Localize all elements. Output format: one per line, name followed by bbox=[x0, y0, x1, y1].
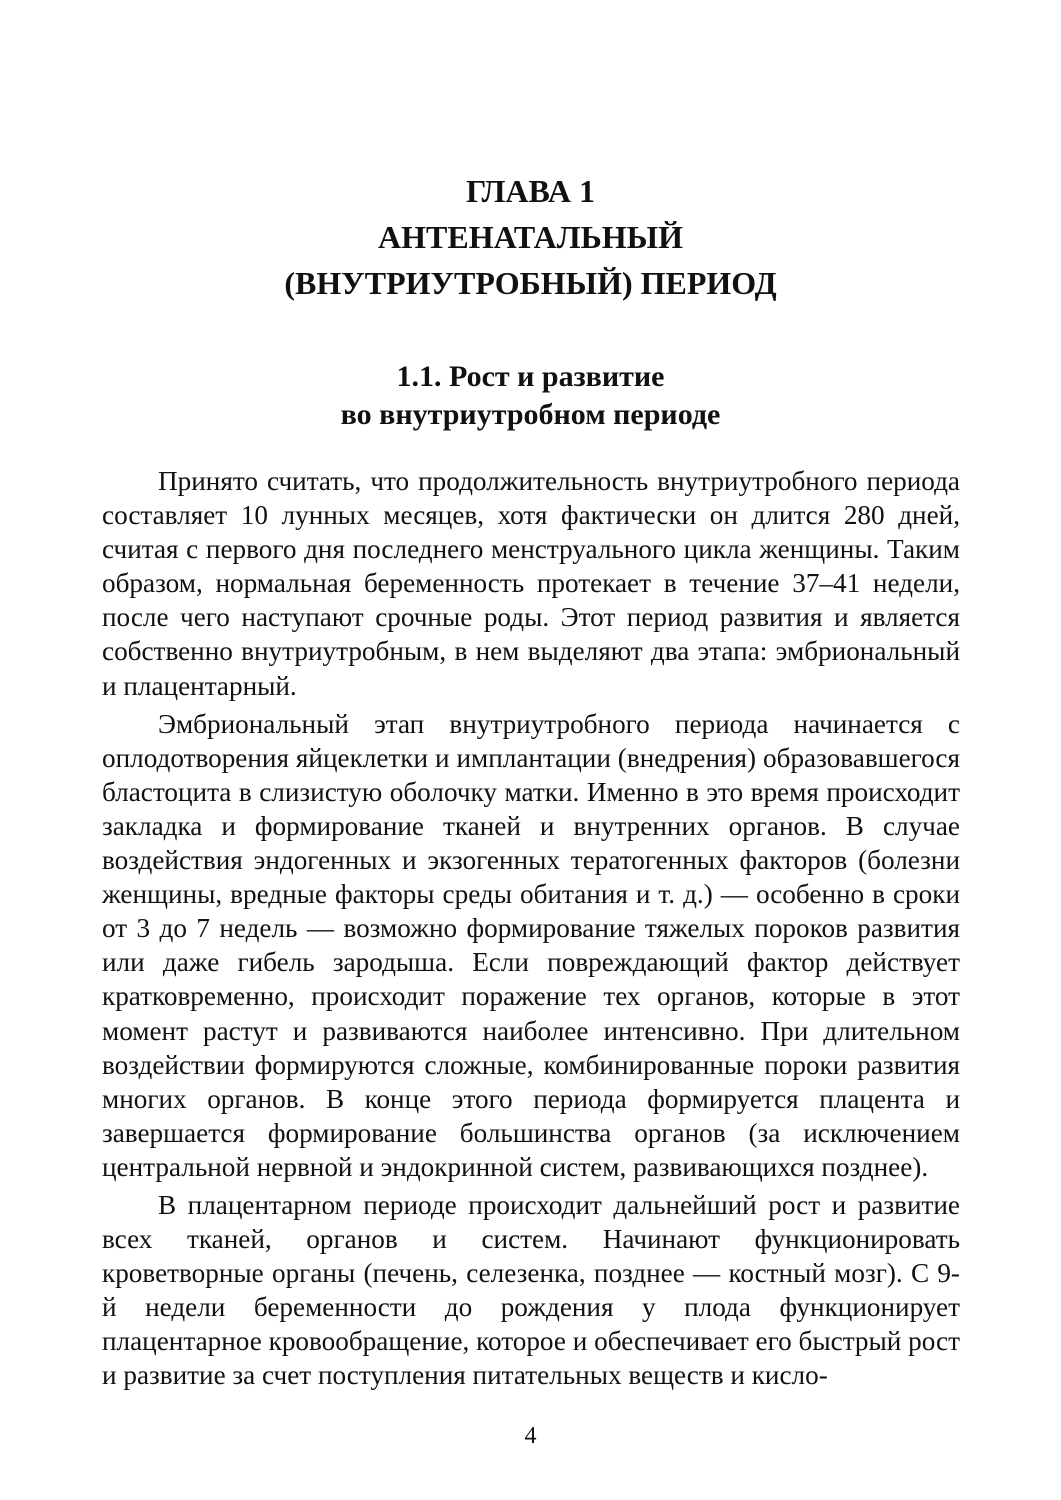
section-title-line-2: во внутриутробном периоде bbox=[340, 398, 721, 431]
chapter-heading bbox=[0, 168, 1061, 306]
page-number: 4 bbox=[524, 1423, 537, 1449]
section-title-line-1: 1.1. Рост и развитие bbox=[396, 360, 665, 393]
paragraph: Эмбриональный этап внутриутробного периода начинается с оплодотворения яйцеклетки и имплантации (внедрения) образовавшегося бластоцита в слизистую оболочку матки. Именно в это время происходит закладка и формирование тканей и внутренних органов. В случае воздействия эндогенных и экзогенных тератогенных факторов (болезни женщины, вредные факторы среды обитания и т. д.) — особенно в сроки от 3 до 7 недель — возможно формирование тяжелых пороков развития или даже гибель зародыша. Если повреждающий фактор действует кратковременно, происходит поражение тех органов, которые в этот момент растут и развиваются наиболее интенсивно. При длительном воздействии формируются сложные, комбинированные пороки развития многих органов. В конце этого периода формируется плацента и завершается формирование большинства органов (за исключением центральной нервной и эндокринной систем, развивающихся позднее). bbox=[102, 708, 960, 1182]
paragraph: Принято считать, что продолжительность внутриутробного периода составляет 10 лунных месяцев, хотя фактически он длится 280 дней, считая с первого дня последнего менструального цикла женщины. Таким образом, нормальная беременность протекает в течение 37–41 недели, после чего наступают срочные роды. Этот период развития и является собственно внутриутробным, в нем выделяют два этапа: эмбриональный и плацентарный. bbox=[102, 466, 960, 701]
chapter-title-line-1: АНТЕНАТАЛЬНЫЙ bbox=[378, 219, 683, 255]
body-text bbox=[102, 464, 960, 1397]
chapter-title-line-2: (ВНУТРИУТРОБНЫЙ) ПЕРИОД bbox=[284, 265, 777, 301]
chapter-label: ГЛАВА 1 bbox=[466, 173, 595, 209]
section-heading bbox=[0, 358, 1061, 434]
paragraph: В плацентарном периоде происходит дальнейший рост и развитие всех тканей, органов и систем. Начинают функционировать кроветворные органы (печень, селезенка, позднее — костный мозг). С 9-й недели беременности до рождения у плода функционирует плацентарное кровообращение, которое и обеспечивает его быстрый рост и развитие за счет поступления питательных веществ и кисло- bbox=[102, 1189, 960, 1391]
